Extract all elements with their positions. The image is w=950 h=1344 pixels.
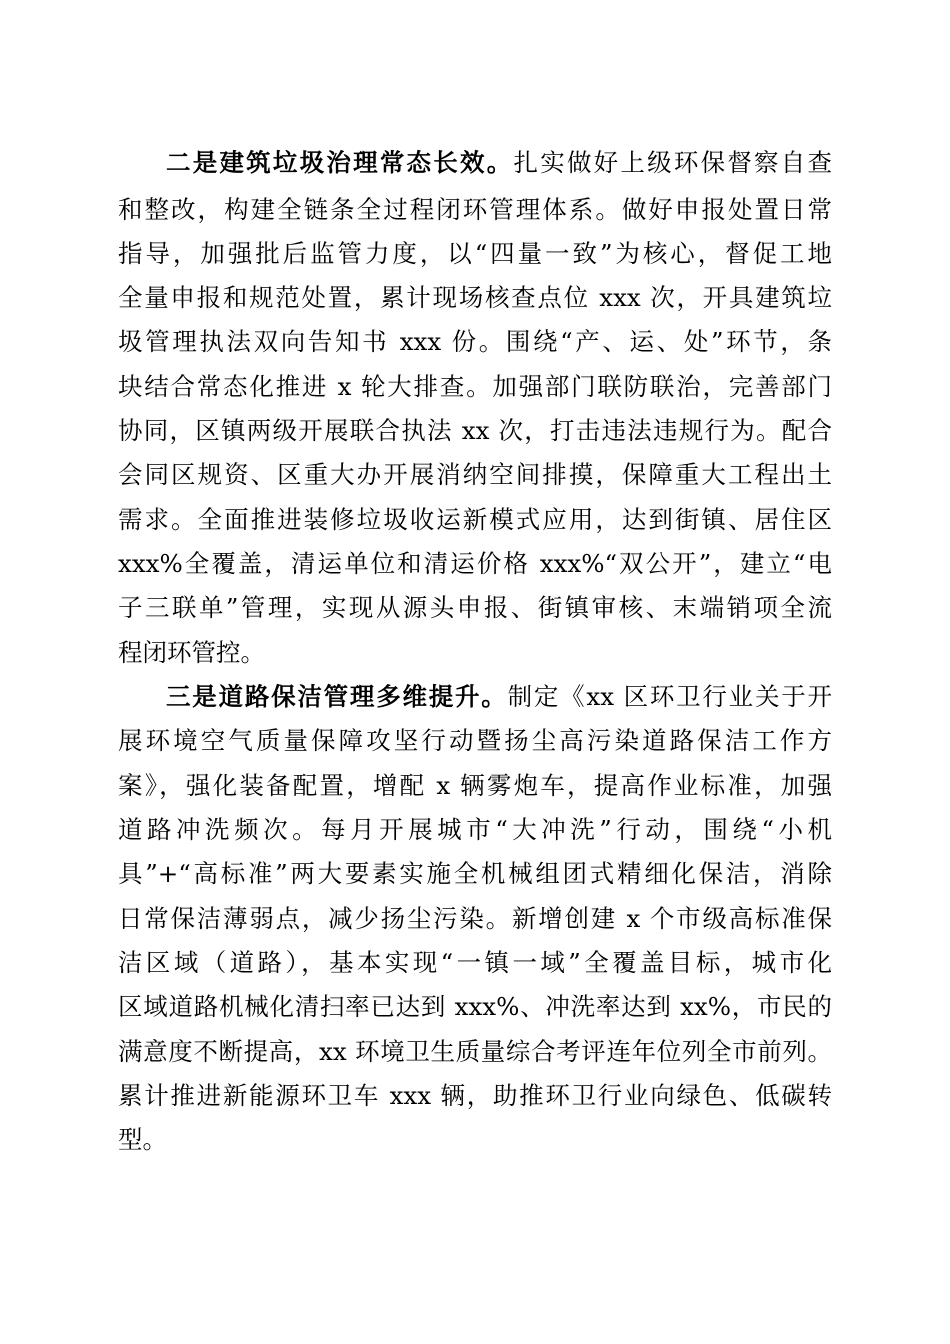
paragraph-1-lead: 二是建筑垃圾治理常态长效。 — [166, 148, 514, 177]
paragraph-2-line-11: 型。 — [118, 1125, 167, 1154]
paragraph-2-line-9: 满意度不断提高，xx 环境卫生质量综合考评连年位列全市前列。 — [118, 1037, 832, 1066]
paragraph-2-line-3: 案》，强化装备配置，增配 x 辆雾炮车，提高作业标准，加强 — [118, 771, 832, 800]
paragraph-2-line-10: 累计推进新能源环卫车 xxx 辆，助推环卫行业向绿色、低碳转 — [118, 1081, 832, 1110]
paragraph-2-lead: 三是道路保洁管理多维提升。 — [166, 682, 508, 711]
paragraph-2-line-6: 日常保洁薄弱点，减少扬尘污染。新增创建 x 个市级高标准保 — [118, 904, 832, 933]
paragraph-1-line-5: 圾管理执法双向告知书 xxx 份。围绕“产、运、处”环节，条 — [118, 327, 832, 356]
paragraph-1-line-12: 程闭环管控。 — [118, 638, 265, 667]
paragraph-1-line-2: 和整改，构建全链条全过程闭环管理体系。做好申报处置日常 — [118, 195, 832, 224]
paragraph-2-line-5: 具”+“高标准”两大要素实施全机械组团式精细化保洁，消除 — [118, 859, 832, 888]
paragraph-1-line-6: 块结合常态化推进 x 轮大排查。加强部门联防联治，完善部门 — [118, 372, 832, 401]
paragraph-1-line-8: 会同区规资、区重大办开展消纳空间排摸，保障重大工程出土 — [118, 460, 832, 489]
paragraph-1-line-4: 全量申报和规范处置，累计现场核查点位 xxx 次，开具建筑垃 — [118, 283, 832, 312]
paragraph-2-line-1: 三是道路保洁管理多维提升。制定《xx 区环卫行业关于开 — [166, 682, 832, 711]
paragraph-1-line-9: 需求。全面推进装修垃圾收运新模式应用，达到街镇、居住区 — [118, 505, 832, 534]
paragraph-2-line-2: 展环境空气质量保障攻坚行动暨扬尘高污染道路保洁工作方 — [118, 726, 832, 755]
paragraph-1-line-10: xxx%全覆盖，清运单位和清运价格 xxx%“双公开”，建立“电 — [118, 549, 832, 578]
paragraph-1-line-1: 二是建筑垃圾治理常态长效。扎实做好上级环保督察自查 — [166, 148, 833, 177]
paragraph-2-line-4: 道路冲洗频次。每月开展城市“大冲洗”行动，围绕“小机 — [118, 815, 832, 844]
paragraph-1-line-3: 指导，加强批后监管力度，以“四量一致”为核心，督促工地 — [118, 239, 832, 268]
paragraph-1-line-11: 子三联单”管理，实现从源头申报、街镇审核、末端销项全流 — [118, 593, 832, 622]
paragraph-1-line-7: 协同，区镇两级开展联合执法 xx 次，打击违法违规行为。配合 — [118, 416, 832, 445]
paragraph-2-line-8: 区域道路机械化清扫率已达到 xxx%、冲洗率达到 xx%，市民的 — [118, 992, 832, 1021]
paragraph-2-line-7: 洁区域（道路），基本实现“一镇一域”全覆盖目标，城市化 — [118, 948, 832, 977]
